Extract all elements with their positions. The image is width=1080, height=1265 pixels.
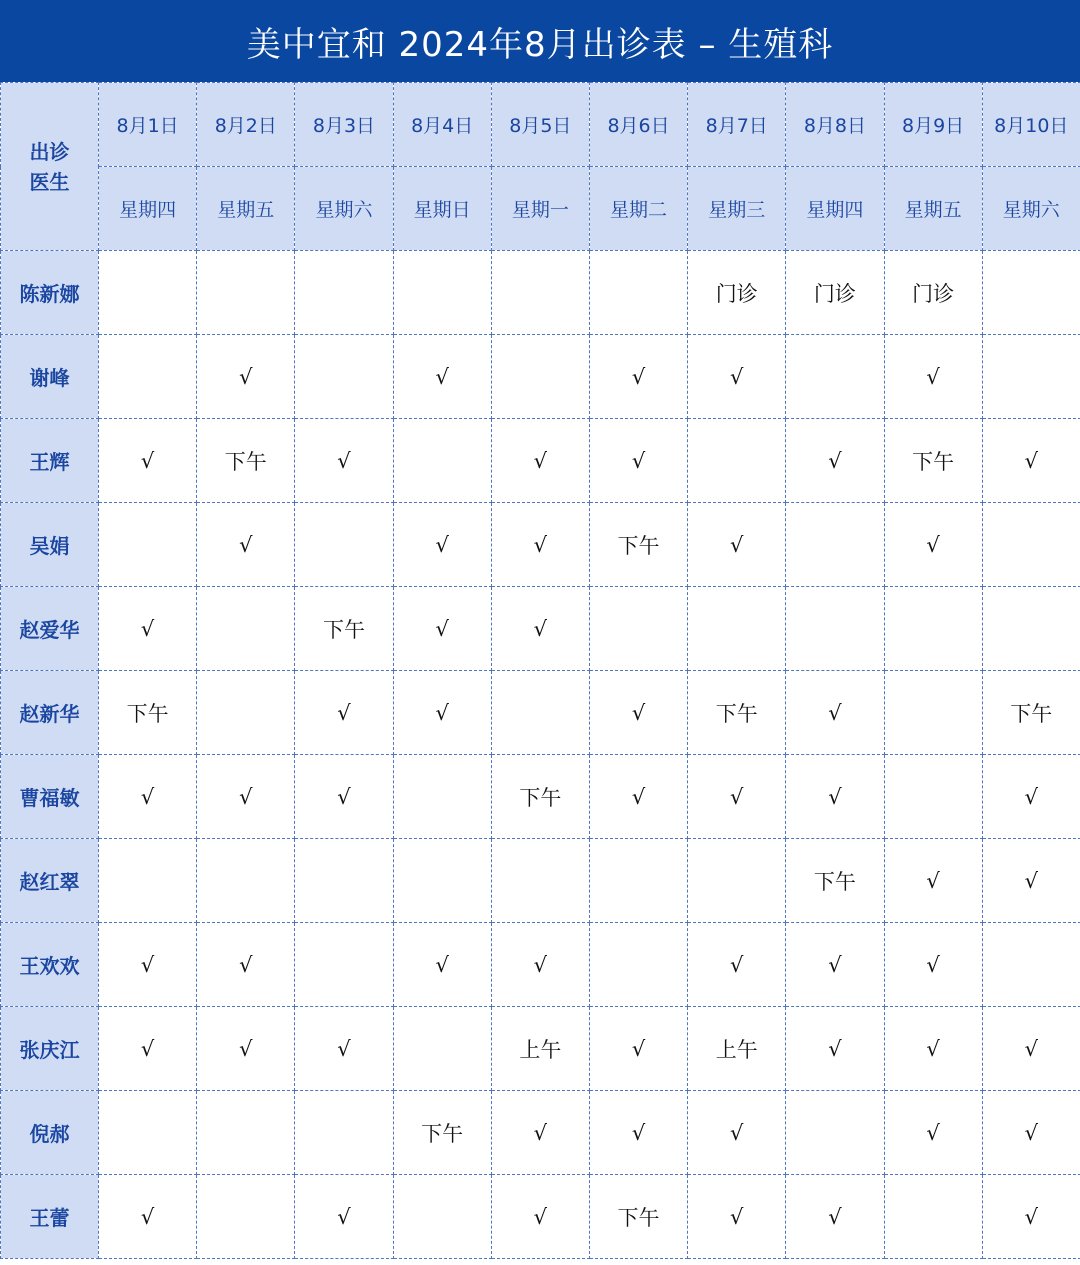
schedule-cell bbox=[491, 671, 589, 755]
doctor-row bbox=[1, 503, 1080, 587]
schedule-cell: √ bbox=[786, 923, 884, 1007]
doctor-name: 吴娟 bbox=[1, 503, 99, 587]
schedule-cell: 下午 bbox=[589, 1175, 687, 1259]
schedule-cell bbox=[197, 1175, 295, 1259]
schedule-cell bbox=[589, 587, 687, 671]
schedule-cell: √ bbox=[688, 1091, 786, 1175]
schedule-cell bbox=[295, 251, 393, 335]
doctor-name: 赵新华 bbox=[1, 671, 99, 755]
schedule-cell: √ bbox=[99, 923, 197, 1007]
schedule-cell: 下午 bbox=[99, 671, 197, 755]
schedule-cell bbox=[197, 251, 295, 335]
schedule-cell: √ bbox=[688, 335, 786, 419]
date-header: 8月5日 bbox=[491, 83, 589, 167]
schedule-cell bbox=[393, 755, 491, 839]
schedule-cell: √ bbox=[491, 923, 589, 1007]
schedule-cell: √ bbox=[982, 1007, 1080, 1091]
weekday-header: 星期四 bbox=[99, 167, 197, 251]
schedule-cell: 下午 bbox=[393, 1091, 491, 1175]
doctor-name: 倪郝 bbox=[1, 1091, 99, 1175]
schedule-cell: 下午 bbox=[197, 419, 295, 503]
schedule-cell bbox=[982, 251, 1080, 335]
date-header: 8月4日 bbox=[393, 83, 491, 167]
date-header: 8月7日 bbox=[688, 83, 786, 167]
doctor-row bbox=[1, 1091, 1080, 1175]
schedule-cell: √ bbox=[295, 755, 393, 839]
schedule-cell: 下午 bbox=[884, 419, 982, 503]
schedule-cell bbox=[393, 1007, 491, 1091]
weekday-row bbox=[1, 167, 1080, 251]
schedule-cell bbox=[295, 503, 393, 587]
schedule-cell bbox=[295, 1091, 393, 1175]
doctor-row bbox=[1, 335, 1080, 419]
schedule-cell: √ bbox=[884, 923, 982, 1007]
schedule-cell bbox=[982, 335, 1080, 419]
doctor-name: 王欢欢 bbox=[1, 923, 99, 1007]
weekday-header: 星期六 bbox=[982, 167, 1080, 251]
schedule-cell: √ bbox=[99, 587, 197, 671]
schedule-cell: √ bbox=[295, 419, 393, 503]
schedule-cell: √ bbox=[393, 671, 491, 755]
schedule-cell: √ bbox=[295, 1175, 393, 1259]
schedule-cell bbox=[393, 839, 491, 923]
weekday-header: 星期五 bbox=[197, 167, 295, 251]
schedule-cell bbox=[295, 839, 393, 923]
date-header: 8月10日 bbox=[982, 83, 1080, 167]
schedule-cell: √ bbox=[393, 923, 491, 1007]
doctor-row bbox=[1, 671, 1080, 755]
schedule-cell: √ bbox=[491, 503, 589, 587]
weekday-header: 星期一 bbox=[491, 167, 589, 251]
schedule-cell: √ bbox=[589, 1091, 687, 1175]
schedule-cell: √ bbox=[982, 755, 1080, 839]
title-banner bbox=[0, 0, 1080, 82]
schedule-cell: 下午 bbox=[589, 503, 687, 587]
page-title: 美中宜和 2024年8月出诊表 – 生殖科 bbox=[246, 24, 834, 65]
doctor-name: 张庆江 bbox=[1, 1007, 99, 1091]
schedule-cell bbox=[884, 755, 982, 839]
schedule-cell bbox=[491, 839, 589, 923]
schedule-cell: √ bbox=[884, 1091, 982, 1175]
date-header: 8月9日 bbox=[884, 83, 982, 167]
doctor-row bbox=[1, 251, 1080, 335]
schedule-cell bbox=[982, 923, 1080, 1007]
schedule-cell: √ bbox=[982, 1091, 1080, 1175]
schedule-cell bbox=[982, 503, 1080, 587]
schedule-cell bbox=[786, 335, 884, 419]
schedule-cell bbox=[786, 1091, 884, 1175]
schedule-cell: √ bbox=[393, 503, 491, 587]
schedule-cell bbox=[688, 839, 786, 923]
schedule-cell bbox=[99, 1091, 197, 1175]
schedule-cell: 下午 bbox=[688, 671, 786, 755]
doctor-row bbox=[1, 1175, 1080, 1259]
date-header: 8月3日 bbox=[295, 83, 393, 167]
schedule-cell: 门诊 bbox=[786, 251, 884, 335]
date-header: 8月8日 bbox=[786, 83, 884, 167]
weekday-header: 星期日 bbox=[393, 167, 491, 251]
weekday-header: 星期四 bbox=[786, 167, 884, 251]
schedule-cell: √ bbox=[982, 839, 1080, 923]
weekday-header: 星期二 bbox=[589, 167, 687, 251]
schedule-cell bbox=[197, 1091, 295, 1175]
schedule-cell bbox=[786, 587, 884, 671]
schedule-cell bbox=[393, 251, 491, 335]
schedule-cell: √ bbox=[491, 587, 589, 671]
schedule-cell bbox=[491, 251, 589, 335]
schedule-cell: √ bbox=[982, 1175, 1080, 1259]
schedule-cell bbox=[393, 419, 491, 503]
schedule-cell bbox=[884, 671, 982, 755]
schedule-cell: √ bbox=[786, 755, 884, 839]
corner-header bbox=[1, 83, 99, 251]
schedule-cell: √ bbox=[197, 503, 295, 587]
doctor-row bbox=[1, 587, 1080, 671]
schedule-cell: √ bbox=[786, 1007, 884, 1091]
schedule-cell bbox=[99, 335, 197, 419]
doctor-row bbox=[1, 755, 1080, 839]
date-header: 8月1日 bbox=[99, 83, 197, 167]
date-header: 8月2日 bbox=[197, 83, 295, 167]
schedule-cell bbox=[99, 839, 197, 923]
schedule-cell: 上午 bbox=[688, 1007, 786, 1091]
schedule-cell bbox=[99, 503, 197, 587]
schedule-cell: √ bbox=[393, 587, 491, 671]
schedule-cell: 下午 bbox=[491, 755, 589, 839]
schedule-cell bbox=[884, 587, 982, 671]
doctor-row bbox=[1, 839, 1080, 923]
schedule-cell: 上午 bbox=[491, 1007, 589, 1091]
corner-label-top: 出诊 bbox=[29, 139, 70, 164]
schedule-cell: √ bbox=[786, 671, 884, 755]
schedule-cell: √ bbox=[589, 755, 687, 839]
schedule-cell bbox=[393, 1175, 491, 1259]
schedule-cell: √ bbox=[589, 1007, 687, 1091]
schedule-cell: √ bbox=[99, 1007, 197, 1091]
schedule-cell bbox=[99, 251, 197, 335]
schedule-body bbox=[1, 251, 1080, 1259]
schedule-cell: √ bbox=[982, 419, 1080, 503]
schedule-cell bbox=[197, 587, 295, 671]
schedule-cell bbox=[688, 419, 786, 503]
schedule-cell bbox=[589, 251, 687, 335]
schedule-cell: √ bbox=[786, 1175, 884, 1259]
doctor-name: 王蕾 bbox=[1, 1175, 99, 1259]
schedule-cell bbox=[589, 839, 687, 923]
schedule-cell bbox=[982, 587, 1080, 671]
schedule-cell: √ bbox=[393, 335, 491, 419]
schedule-cell: √ bbox=[99, 755, 197, 839]
schedule-cell bbox=[786, 503, 884, 587]
schedule-cell: 门诊 bbox=[884, 251, 982, 335]
doctor-name: 陈新娜 bbox=[1, 251, 99, 335]
schedule-cell bbox=[295, 335, 393, 419]
schedule-cell: √ bbox=[688, 755, 786, 839]
doctor-name: 赵红翠 bbox=[1, 839, 99, 923]
date-header: 8月6日 bbox=[589, 83, 687, 167]
date-row bbox=[1, 83, 1080, 167]
doctor-name: 王辉 bbox=[1, 419, 99, 503]
schedule-cell: 下午 bbox=[295, 587, 393, 671]
schedule-cell: √ bbox=[884, 839, 982, 923]
schedule-cell: √ bbox=[786, 419, 884, 503]
doctor-row bbox=[1, 923, 1080, 1007]
schedule-cell: √ bbox=[589, 419, 687, 503]
schedule-cell: √ bbox=[197, 1007, 295, 1091]
schedule-cell: √ bbox=[491, 419, 589, 503]
schedule-cell: √ bbox=[197, 923, 295, 1007]
schedule-cell bbox=[688, 587, 786, 671]
schedule-cell: √ bbox=[295, 671, 393, 755]
schedule-cell: √ bbox=[688, 1175, 786, 1259]
schedule-cell: √ bbox=[884, 335, 982, 419]
schedule-cell: √ bbox=[99, 1175, 197, 1259]
schedule-cell: 下午 bbox=[786, 839, 884, 923]
schedule-cell: √ bbox=[99, 419, 197, 503]
schedule-cell: √ bbox=[688, 503, 786, 587]
schedule-cell bbox=[197, 839, 295, 923]
doctor-name: 曹福敏 bbox=[1, 755, 99, 839]
schedule-cell bbox=[589, 923, 687, 1007]
schedule-cell bbox=[491, 335, 589, 419]
schedule-cell: √ bbox=[688, 923, 786, 1007]
doctor-row bbox=[1, 419, 1080, 503]
schedule-cell: √ bbox=[884, 503, 982, 587]
schedule-cell: √ bbox=[197, 335, 295, 419]
doctor-name: 赵爱华 bbox=[1, 587, 99, 671]
doctor-name: 谢峰 bbox=[1, 335, 99, 419]
schedule-cell: 下午 bbox=[982, 671, 1080, 755]
schedule-table bbox=[0, 82, 1080, 1259]
weekday-header: 星期五 bbox=[884, 167, 982, 251]
schedule-cell bbox=[197, 671, 295, 755]
weekday-header: 星期六 bbox=[295, 167, 393, 251]
schedule-cell: √ bbox=[491, 1175, 589, 1259]
schedule-cell: √ bbox=[295, 1007, 393, 1091]
schedule-cell: 门诊 bbox=[688, 251, 786, 335]
schedule-header bbox=[1, 83, 1080, 251]
corner-label-bottom: 医生 bbox=[29, 169, 70, 194]
weekday-header: 星期三 bbox=[688, 167, 786, 251]
schedule-cell bbox=[295, 923, 393, 1007]
schedule-cell bbox=[884, 1175, 982, 1259]
schedule-cell: √ bbox=[197, 755, 295, 839]
schedule-cell: √ bbox=[589, 335, 687, 419]
schedule-cell: √ bbox=[491, 1091, 589, 1175]
doctor-row bbox=[1, 1007, 1080, 1091]
schedule-cell: √ bbox=[884, 1007, 982, 1091]
schedule-cell: √ bbox=[589, 671, 687, 755]
